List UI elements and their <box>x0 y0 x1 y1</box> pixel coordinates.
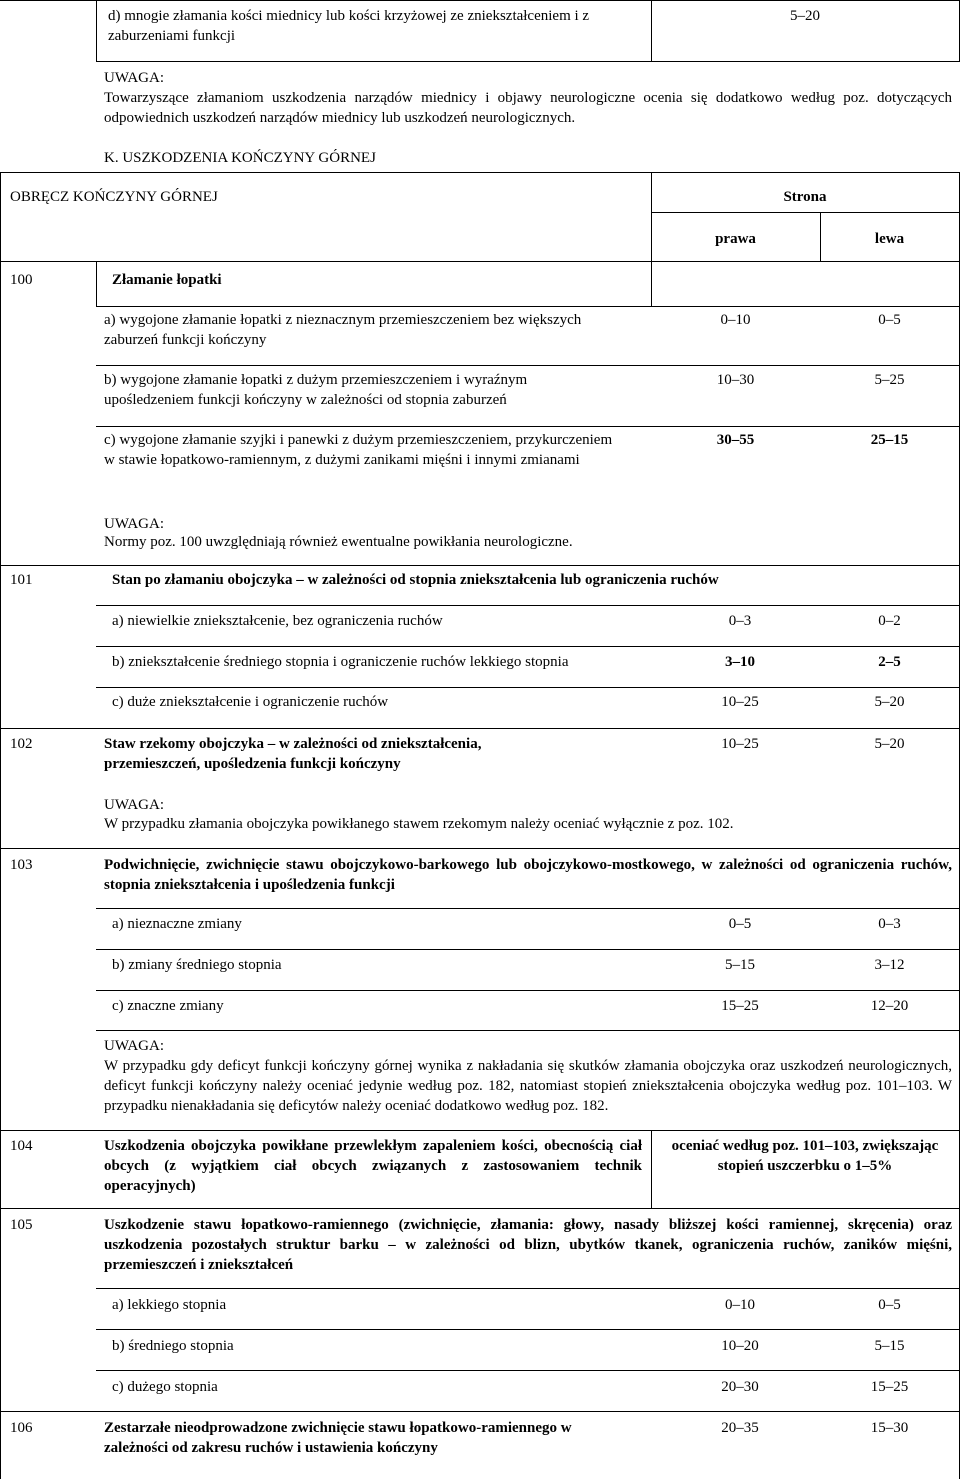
value-left: 2–5 <box>878 654 901 670</box>
value-right: 0–3 <box>728 613 752 629</box>
pos-102-number: 102 <box>10 736 33 752</box>
value-left: 5–20 <box>874 736 905 752</box>
value-right: 10–30 <box>716 372 755 388</box>
list-item: c) duże zniekształcenie i ograniczenie ruchów <box>112 694 389 710</box>
value-right: 3–10 <box>725 654 755 670</box>
list-item: c) dużego stopnia <box>112 1379 218 1395</box>
value-right: 5–15 <box>725 957 755 973</box>
value-left: 0–2 <box>878 613 901 629</box>
value-right: 15–25 <box>721 998 759 1014</box>
right-header: prawa <box>715 231 756 247</box>
value-left: 12–20 <box>870 998 909 1014</box>
pos-102-title: Staw rzekomy obojczyka – w zależności od zniekształcenia, przemieszczeń, upośledzenia funkcji kończyny <box>104 736 482 772</box>
section-title: K. USZKODZENIA KOŃCZYNY GÓRNEJ <box>104 150 376 166</box>
list-item: b) zmiany średniego stopnia <box>112 957 282 973</box>
pos-105-number: 105 <box>10 1217 33 1233</box>
pos-103-number: 103 <box>10 857 33 873</box>
list-item: a) wygojone złamanie łopatki z nieznacznym przemieszczeniem bez większych zaburzeń funkcji kończyny <box>104 312 582 348</box>
pos-101-number: 101 <box>10 572 33 588</box>
list-item: c) wygojone złamanie szyjki i panewki z dużym przemieszczeniem, przykurczeniem w stawie łopatkowo-ramiennym, z dużymi zanikami mięśni i innymi zmianami <box>104 432 613 468</box>
top-row-text: d) mnogie złamania kości miednicy lub kości krzyżowej ze zniekształceniem i z zaburzeniami funkcji <box>108 8 590 44</box>
pos-100-number: 100 <box>10 272 33 288</box>
value-right: 20–30 <box>721 1379 759 1395</box>
pos-105-title: Uszkodzenie stawu łopatkowo-ramiennego (zwichnięcie, złamania: głowy, nasady bliższej kości ramiennej, skręcenia) oraz uszkodzenia pozostałych struktur barku – w zależności od blizn, ubytków tkanek, ograniczenia ruchów, zaników mięśni, przemieszczeń i zniekształceń <box>104 1217 952 1273</box>
note-text: Normy poz. 100 uwzględniają również ewentualne powikłania neurologiczne. <box>104 534 573 550</box>
note-label: UWAGA: <box>104 70 164 86</box>
note-label: UWAGA: <box>104 516 164 532</box>
value-left: 0–5 <box>878 1297 901 1313</box>
pos-100-title: Złamanie łopatki <box>112 272 222 288</box>
list-item: b) średniego stopnia <box>112 1338 234 1354</box>
note-text: W przypadku złamania obojczyka powikłanego stawem rzekomym należy oceniać wyłącznie z poz. 102. <box>104 816 734 832</box>
list-item: a) niewielkie zniekształcenie, bez ograniczenia ruchów <box>112 613 443 629</box>
value-right: 10–20 <box>721 1338 759 1354</box>
list-item: c) znaczne zmiany <box>112 998 224 1014</box>
note-label: UWAGA: <box>104 797 164 813</box>
list-item: b) wygojone złamanie łopatki z dużym przemieszczeniem i wyraźnym upośledzeniem funkcji kończyny w zależności od stopnia zaburzeń <box>104 372 528 408</box>
value-left: 3–12 <box>874 957 905 973</box>
value-right: 10–25 <box>721 736 759 752</box>
value-right: 10–25 <box>721 694 759 710</box>
value-right: 0–5 <box>728 916 752 932</box>
pos-103-title: Podwichnięcie, zwichnięcie stawu obojczykowo-barkowego lub obojczykowo-mostkowego, w zależności od ograniczenia ruchów, stopnia zniekształcenia i upośledzenia funkcji <box>104 857 952 893</box>
value-left: 5–20 <box>874 694 905 710</box>
value-right: 20–35 <box>721 1420 759 1436</box>
pos-104-title: Uszkodzenia obojczyka powikłane przewlekłym zapaleniem kości, obecnością ciał obcych (z wyjątkiem ciał obcych związanych z zastosowaniem technik operacyjnych) <box>104 1138 642 1194</box>
value-right: 0–10 <box>725 1297 755 1313</box>
note-label: UWAGA: <box>104 1038 164 1054</box>
value-left: 25–15 <box>870 432 909 448</box>
value-right: 30–55 <box>716 432 755 448</box>
list-item: a) lekkiego stopnia <box>112 1297 227 1313</box>
top-row-value: 5–20 <box>790 8 820 24</box>
value-left: 0–3 <box>878 916 901 932</box>
value-left: 15–25 <box>870 1379 909 1395</box>
list-item: a) nieznaczne zmiany <box>112 916 242 932</box>
left-header: lewa <box>874 231 905 247</box>
value-left: 15–30 <box>870 1420 909 1436</box>
pos-104-number: 104 <box>10 1138 33 1154</box>
value-right: 0–10 <box>720 312 751 328</box>
value-left: 5–15 <box>874 1338 905 1354</box>
pos-104-value: oceniać według poz. 101–103, zwiększając stopień uszczerbku o 1–5% <box>671 1138 939 1174</box>
pos-106-number: 106 <box>10 1420 33 1436</box>
value-left: 5–25 <box>874 372 905 388</box>
note-text: Towarzyszące złamaniom uszkodzenia narządów miednicy i objawy neurologiczne ocenia się dodatkowo według poz. dotyczących odpowiednich uszkodzeń narządów miednicy lub uszkodzeń neurologicznych. <box>104 90 952 126</box>
list-item: b) zniekształcenie średniego stopnia i ograniczenie ruchów lekkiego stopnia <box>112 654 569 670</box>
pos-101-title: Stan po złamaniu obojczyka – w zależności od stopnia zniekształcenia lub ograniczenia ruchów <box>112 572 719 588</box>
value-left: 0–5 <box>878 312 901 328</box>
note-text: W przypadku gdy deficyt funkcji kończyny górnej wynika z nakładania się skutków złamania obojczyka oraz uszkodzeń neurologicznych, deficyt funkcji kończyny należy oceniać jedynie według poz. 182, natomiast stopień zniekształcenia obojczyka według poz. 101–103. W przypadku nienakładania się deficytów należy oceniać dodatkowo według poz. 182. <box>104 1058 952 1114</box>
side-header: Strona <box>783 189 827 205</box>
table-subtitle: OBRĘCZ KOŃCZYNY GÓRNEJ <box>10 189 218 205</box>
pos-106-title: Zestarzałe nieodprowadzone zwichnięcie stawu łopatkowo-ramiennego w zależności od zakresu ruchów i ustawienia kończyny <box>104 1420 572 1456</box>
